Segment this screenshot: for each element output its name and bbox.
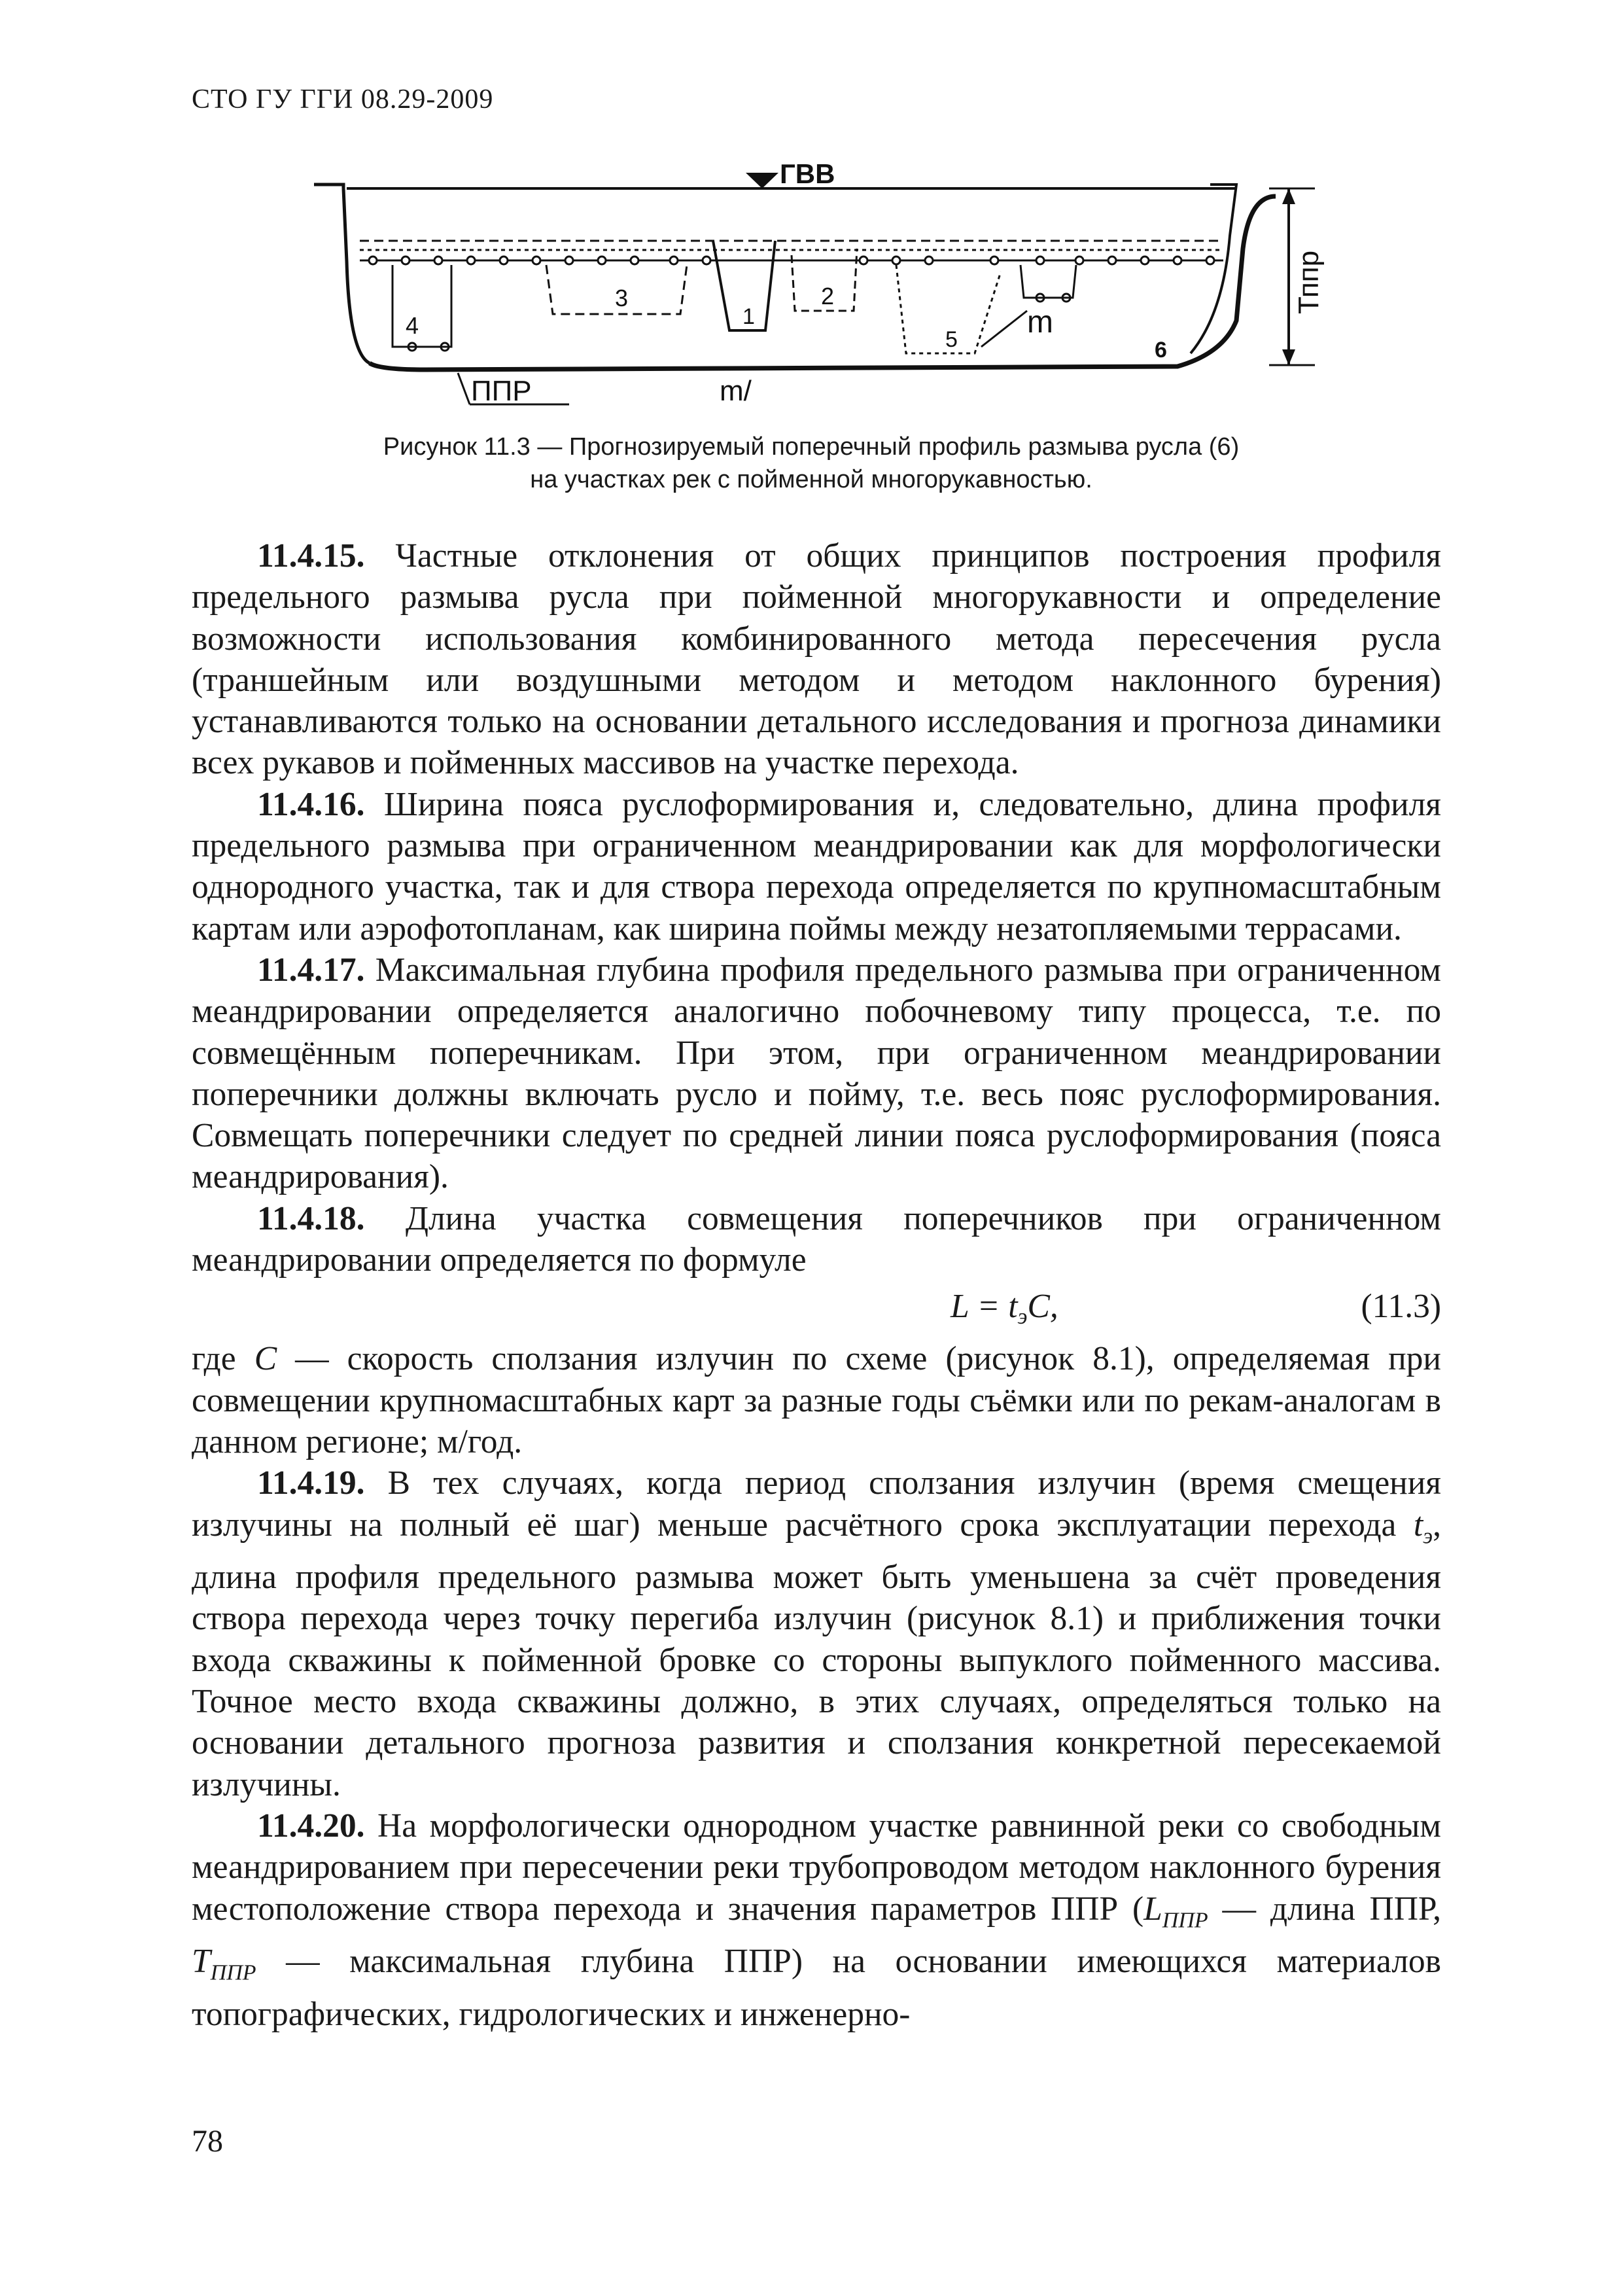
clause-number: 11.4.17. <box>257 951 365 989</box>
flood-level-marker <box>746 173 778 188</box>
paragraph-11-4-18: 11.4.18. Длина участка совмещения поперечников при ограниченном меандрировании определяется по формуле <box>192 1199 1441 1279</box>
formula-expression: $L = t_эC$, <box>951 1288 1058 1330</box>
label-zone-6: 6 <box>1155 338 1167 362</box>
river-profile-figure <box>307 157 1328 432</box>
label-ppr: ППР <box>471 375 532 407</box>
label-zone-3: 3 <box>615 285 629 311</box>
caption-line-1: Рисунок 11.3 — Прогнозируемый поперечный профиль размыва русла (6) <box>383 433 1240 461</box>
formula-11-3 <box>192 1282 1441 1334</box>
clause-number: 11.4.20. <box>257 1807 365 1845</box>
caption-line-2: на участках рек с пойменной многорукавностью. <box>530 466 1092 493</box>
zone-4 <box>393 265 451 347</box>
label-tppr: Тппр <box>1293 250 1325 314</box>
label-m: m <box>1027 305 1053 340</box>
paragraph-11-4-20: 11.4.20. На морфологически однородном участке равнинной реки со свободным меандрированием при пересечении реки трубопроводом методом наклонного бурения местоположение створа перехода и значения параметров ППР ($L_{ППР}$ — длина ППР, $T_{ППР}$ — максимальная глубина ППР) на основании имеющихся материалов топографических, гидрологических и инженерно- <box>192 1807 1441 2033</box>
clause-number: 11.4.15. <box>257 537 365 574</box>
formula-where-clause: где C — скорость сползания излучин по схеме (рисунок 8.1), определяемая при совмещении крупномасштабных карт за разные годы съёмки или по рекам-аналогам в данном регионе; м/год. <box>192 1340 1441 1460</box>
document-code: СТО ГУ ГГИ 08.29-2009 <box>192 84 494 115</box>
left-bank <box>314 185 370 363</box>
right-bank <box>1191 185 1236 353</box>
body-text <box>192 535 1441 2035</box>
figure-caption <box>262 431 1361 496</box>
paragraph-11-4-15: 11.4.15. Частные отклонения от общих принципов построения профиля предельного размыва русла при пойменной многорукавности и определение возможности использования комбинированного метода пересечения русла (траншейным или воздушными методом и методом наклонного бурения) устанавливаются только на основании детального исследования и прогноза динамики всех рукавов и пойменных массивов на участке перехода. <box>192 537 1441 782</box>
clause-number: 11.4.16. <box>257 785 365 823</box>
paragraph-11-4-16: 11.4.16. Ширина пояса руслоформирования и, следовательно, длина профиля предельного размыва при ограниченном меандрировании как для морфологически однородного участка, так и для створа перехода определяется по крупномасштабным картам или аэрофотопланам, как ширина поймы между незатопляемыми террасами. <box>192 785 1441 947</box>
profile-diagram <box>307 157 1328 432</box>
label-m-prime: m/ <box>720 375 752 407</box>
label-zone-2: 2 <box>821 283 835 309</box>
label-zone-1: 1 <box>742 304 755 329</box>
label-gvv: ГВВ <box>780 158 835 189</box>
label-zone-5: 5 <box>945 327 958 352</box>
page-number: 78 <box>192 2124 223 2159</box>
clause-number: 11.4.19. <box>257 1464 365 1502</box>
clause-number: 11.4.18. <box>257 1199 365 1237</box>
label-zone-4: 4 <box>406 312 419 339</box>
paragraph-11-4-17: 11.4.17. Максимальная глубина профиля предельного размыва при ограниченном меандрировании определяется аналогично побочневому типу процесса, т.е. по совмещённым поперечникам. При этом, при ограниченном меандрировании поперечники должны включать русло и пойму, т.е. весь пояс руслоформирования. Совмещать поперечники следует по средней линии пояса руслоформирования (пояса меандрирования). <box>192 951 1441 1196</box>
formula-number: (11.3) <box>1361 1288 1441 1326</box>
paragraph-11-4-19: 11.4.19. В тех случаях, когда период сползания излучин (время смещения излучины на полный её шаг) меньше расчётного срока эксплуатации перехода $t_э$, длина профиля предельного размыва может быть уменьшена за счёт проведения створа перехода через точку перегиба излучин (рисунок 8.1) и приближения точки входа скважины к пойменной бровке со стороны выпуклого пойменного массива. Точное место входа скважины должно, в этих случаях, определяться только на основании детального прогноза развития и сползания конкретной пересекаемой излучины. <box>192 1464 1441 1803</box>
